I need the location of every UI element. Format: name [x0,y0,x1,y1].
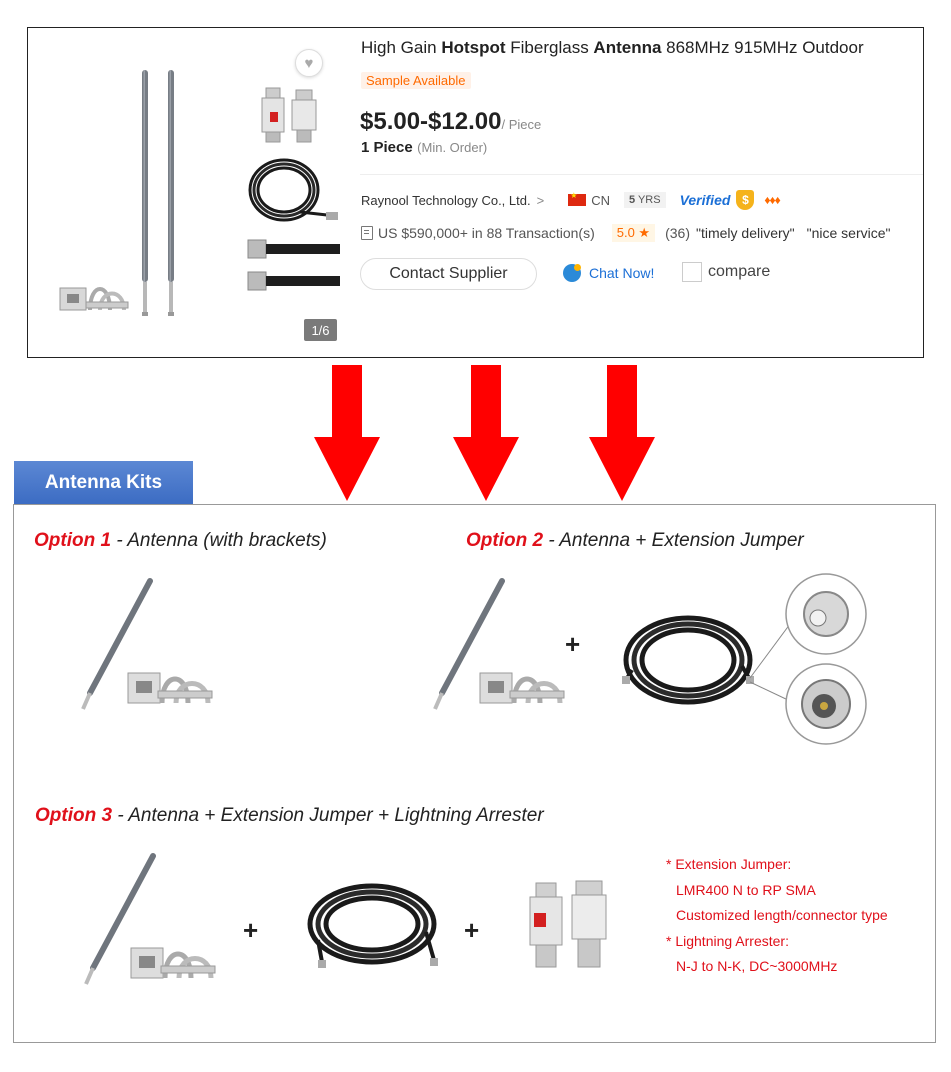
option-3-title: Option 3 - Antenna + Extension Jumper + Lightning Arrester [35,805,544,826]
cn-flag-icon [568,194,586,206]
thumb-lightning-arrester[interactable] [244,78,340,152]
plus-sign: + [243,915,259,945]
years-badge: 5 YRS [624,192,666,208]
divider [360,174,924,175]
main-product-image[interactable] [50,66,240,356]
min-order [361,139,487,157]
supplier-name-link[interactable]: Raynool Technology Co., Ltd. [361,192,531,208]
lightning-arrester-image [522,877,622,977]
antenna-kits-panel [13,504,936,1043]
verified-badge[interactable]: Verified [679,192,731,208]
sample-available-badge: Sample Available [361,72,471,89]
supplier-row [361,190,780,210]
action-row [360,258,924,290]
plus-sign: + [565,629,581,659]
transaction-doc-icon [361,226,373,240]
option-1-antenna-brackets-image [76,575,216,715]
down-arrow-icon [453,365,519,501]
image-gallery [28,28,358,357]
chat-now-link[interactable] [563,264,654,282]
shield-icon: $ [736,190,754,210]
option-2-title: Option 2 - Antenna + Extension Jumper [466,530,804,551]
plus-sign: + [464,915,480,945]
down-arrow-icon [589,365,655,501]
antenna-kits-tab: Antenna Kits [14,461,193,504]
chat-now-label: Chat Now! [589,265,655,281]
image-counter: 1/6 [304,319,337,341]
rating-badge: 5.0 ★ [612,224,655,242]
diamond-icon: ♦♦♦ [764,193,780,207]
note-line: N-J to N-K, DC~3000MHz [676,958,838,974]
min-order-qty: 1 Piece [361,139,413,156]
product-info [360,28,924,357]
note-line: * Lightning Arrester: [666,932,789,949]
transaction-value: US $590,000+ in 88 Transaction(s) [378,225,595,241]
product-title[interactable]: High Gain Hotspot Fiberglass Antenna 868MHz 915MHz Outdoor [361,38,864,57]
transaction-row [361,222,903,244]
thumb-jumper-cable[interactable] [244,154,340,228]
price [360,108,541,136]
thumb-connectors[interactable] [244,228,340,302]
note-line: * Extension Jumper: [666,856,792,872]
review-tag: "timely delivery" [696,225,795,241]
option-3-antenna-brackets-image [79,850,219,990]
chevron-right-icon[interactable]: > [536,192,545,208]
chat-icon [563,264,581,282]
note-line: LMR400 N to RP SMA [676,881,816,898]
option-2-jumper-cable-image [618,570,868,750]
note-line: Customized length/connector type [676,907,888,923]
compare-toggle[interactable] [682,262,770,282]
option-2-antenna-brackets-image [428,575,568,715]
contact-supplier-button[interactable]: Contact Supplier [360,258,537,290]
kit-notes [666,852,926,980]
price-unit: / Piece [501,117,542,132]
min-order-label: (Min. Order) [417,140,488,155]
price-range: $5.00-$12.00 [360,108,502,135]
option-1-title: Option 1 - Antenna (with brackets) [34,530,327,551]
option-3-jumper-cable-image [302,880,442,975]
favorite-heart-icon[interactable]: ♥ [295,49,323,77]
product-card [27,27,924,358]
down-arrow-icon [314,365,380,501]
review-count[interactable]: (36) [665,225,690,241]
compare-label: compare [708,263,771,280]
review-tag: "nice service" [806,225,891,241]
country-code: CN [591,192,610,208]
compare-checkbox[interactable] [682,262,702,282]
